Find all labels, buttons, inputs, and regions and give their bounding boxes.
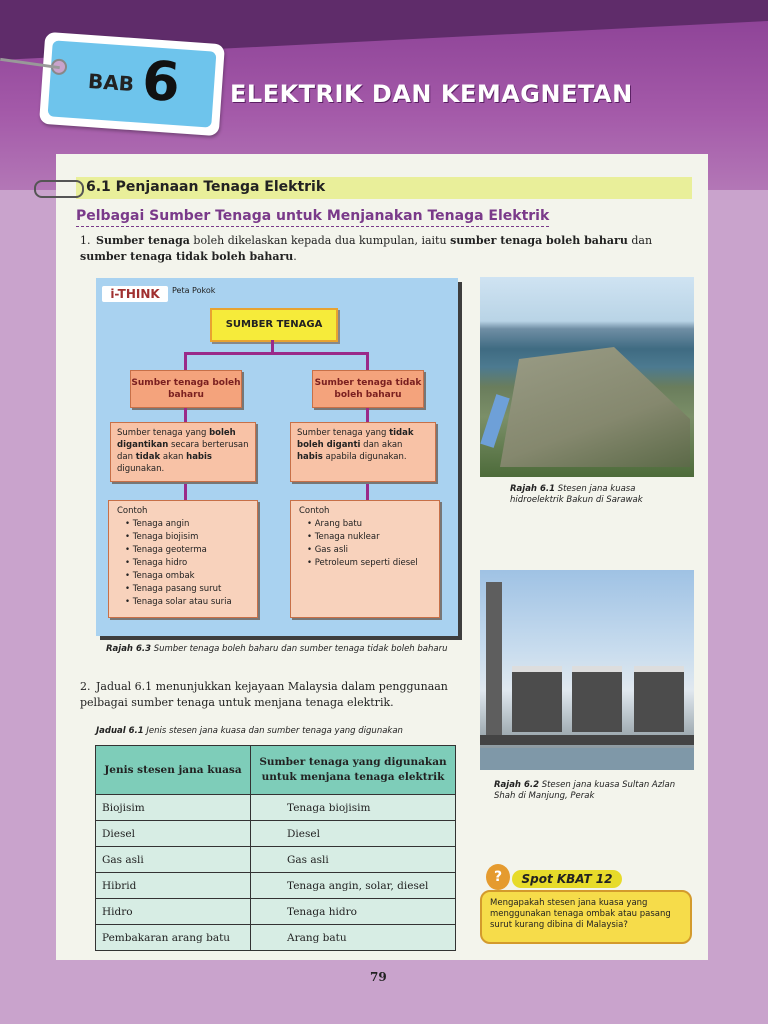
desc-text: Sumber tenaga yang: [117, 428, 210, 438]
paragraph-text: boleh dikelaskan kepada dua kumpulan, iaitu: [189, 234, 451, 247]
caption-label: Rajah 6.3: [106, 644, 151, 654]
table-cell: Pembakaran arang batu: [96, 925, 251, 951]
chapter-tag-inner: [48, 40, 217, 127]
term-boleh-baharu: sumber tenaga boleh baharu: [450, 234, 628, 247]
desc-bold: boleh digantikan: [117, 428, 236, 450]
figure-6-1-caption: [510, 484, 690, 506]
desc-text: dan akan: [360, 440, 403, 450]
connector-line: [366, 408, 369, 422]
table-header-row: [96, 746, 456, 795]
connector-line: [184, 352, 368, 355]
list-item: • Tenaga biojisim: [125, 531, 249, 544]
table-row: [96, 925, 456, 951]
list-item: • Gas asli: [307, 544, 431, 557]
power-station-table: [95, 745, 456, 951]
jetty: [480, 735, 694, 745]
desc-text: secara berterusan dan: [117, 440, 249, 462]
category-renewable: Sumber tenaga boleh baharu: [130, 370, 242, 408]
table-cell: Diesel: [251, 821, 456, 847]
chapter-title: ELEKTRIK DAN KEMAGNETAN: [230, 80, 633, 108]
paragraph-1: [80, 233, 696, 265]
figure-6-3-caption: [106, 644, 456, 655]
desc-text: apabila digunakan.: [322, 452, 407, 462]
list-item: • Tenaga solar atau suria: [125, 596, 249, 609]
table-row: [96, 873, 456, 899]
caption-text: Stesen jana kuasa Sultan Azlan Shah di Manjung, Perak: [494, 780, 676, 801]
boiler-unit: [512, 666, 562, 732]
list-item: • Petroleum seperti diesel: [307, 557, 431, 570]
table-cell: Hidro: [96, 899, 251, 925]
page-number: 79: [370, 970, 387, 984]
boiler-unit: [572, 666, 622, 732]
renewable-examples: [108, 500, 258, 618]
water: [480, 748, 694, 770]
ithink-logo: i-THINK: [102, 286, 168, 302]
desc-text: akan: [160, 452, 187, 462]
caption-text: Jenis stesen jana kuasa dan sumber tenaga yang digunakan: [143, 726, 403, 736]
term-sumber-tenaga: Sumber tenaga: [96, 234, 190, 247]
caption-label: Jadual 6.1: [96, 726, 144, 736]
table-cell: Biojisim: [96, 795, 251, 821]
caption-text: Stesen jana kuasa hidroelektrik Bakun di Sarawak: [510, 484, 643, 505]
chimney: [486, 582, 502, 736]
bakun-dam-photo: [480, 277, 694, 477]
nonrenewable-description: [290, 422, 436, 482]
caption-text: Sumber tenaga boleh baharu dan sumber tenaga tidak boleh baharu: [151, 644, 448, 654]
paragraph-number: 1.: [80, 234, 91, 247]
table-row: [96, 899, 456, 925]
list-item: • Tenaga angin: [125, 518, 249, 531]
connector-line: [184, 484, 187, 500]
nonrenewable-examples: [290, 500, 440, 618]
paragraph-text: dan: [627, 234, 653, 247]
ithink-tree-map: [96, 278, 458, 636]
list-item: • Tenaga hidro: [125, 557, 249, 570]
examples-title: Contoh: [117, 506, 148, 516]
paragraph-text: .: [293, 250, 297, 263]
connector-line: [184, 408, 187, 422]
desc-bold: habis: [186, 452, 212, 462]
connector-line: [366, 484, 369, 500]
chapter-tag: [39, 32, 225, 136]
desc-text: Sumber tenaga yang: [297, 428, 390, 438]
table-cell: Tenaga biojisim: [251, 795, 456, 821]
power-station-photo: [480, 570, 694, 770]
table-cell: Gas asli: [251, 847, 456, 873]
table-cell: Diesel: [96, 821, 251, 847]
caption-label: Rajah 6.2: [494, 780, 539, 790]
renewable-description: [110, 422, 256, 482]
table-cell: Tenaga hidro: [251, 899, 456, 925]
desc-bold: habis: [297, 452, 323, 462]
list-item: • Arang batu: [307, 518, 431, 531]
examples-title: Contoh: [299, 506, 330, 516]
subheading: Pelbagai Sumber Tenaga untuk Menjanakan Tenaga Elektrik: [76, 208, 549, 227]
thinking-head-icon: ?: [486, 864, 510, 890]
table-row: [96, 847, 456, 873]
paragraph-text: Jadual 6.1 menunjukkan kejayaan Malaysia dalam penggunaan pelbagai sumber tenaga untuk menjana tenaga elektrik.: [80, 680, 448, 709]
paragraph-number: 2.: [80, 680, 91, 693]
root-node: SUMBER TENAGA: [210, 308, 338, 342]
desc-text: digunakan.: [117, 464, 165, 474]
chapter-label: BAB: [87, 68, 135, 97]
table-6-1-caption: [96, 726, 466, 737]
list-item: • Tenaga nuklear: [307, 531, 431, 544]
section-title: 6.1 Penjanaan Tenaga Elektrik: [86, 179, 326, 195]
connector-line: [184, 352, 187, 370]
nonrenewable-examples-list: [299, 518, 431, 570]
list-item: • Tenaga ombak: [125, 570, 249, 583]
column-header: Jenis stesen jana kuasa: [96, 746, 251, 795]
column-header: Sumber tenaga yang digunakan untuk menjana tenaga elektrik: [251, 746, 456, 795]
map-type-label: Peta Pokok: [172, 286, 216, 295]
caption-label: Rajah 6.1: [510, 484, 555, 494]
paragraph-2: [80, 679, 460, 711]
term-tidak-boleh-baharu: sumber tenaga tidak boleh baharu: [80, 250, 294, 263]
figure-6-2-caption: [494, 780, 684, 802]
renewable-examples-list: [117, 518, 249, 609]
desc-bold: tidak boleh diganti: [297, 428, 414, 450]
kbat-question: Mengapakah stesen jana kuasa yang menggunakan tenaga ombak atau pasang surut kurang dibina di Malaysia?: [480, 890, 692, 944]
table-row: [96, 821, 456, 847]
table-cell: Tenaga angin, solar, diesel: [251, 873, 456, 899]
category-nonrenewable: Sumber tenaga tidak boleh baharu: [312, 370, 424, 408]
table-cell: Gas asli: [96, 847, 251, 873]
chapter-number: 6: [140, 48, 182, 115]
list-item: • Tenaga pasang surut: [125, 583, 249, 596]
kbat-title: Spot KBAT 12: [512, 870, 622, 888]
table-cell: Hibrid: [96, 873, 251, 899]
table-cell: Arang batu: [251, 925, 456, 951]
connector-line: [366, 352, 369, 370]
paperclip-icon: [34, 180, 84, 198]
desc-bold: tidak: [135, 452, 161, 462]
list-item: • Tenaga geoterma: [125, 544, 249, 557]
boiler-unit: [634, 666, 684, 732]
dam-structure: [500, 347, 690, 467]
table-row: [96, 795, 456, 821]
